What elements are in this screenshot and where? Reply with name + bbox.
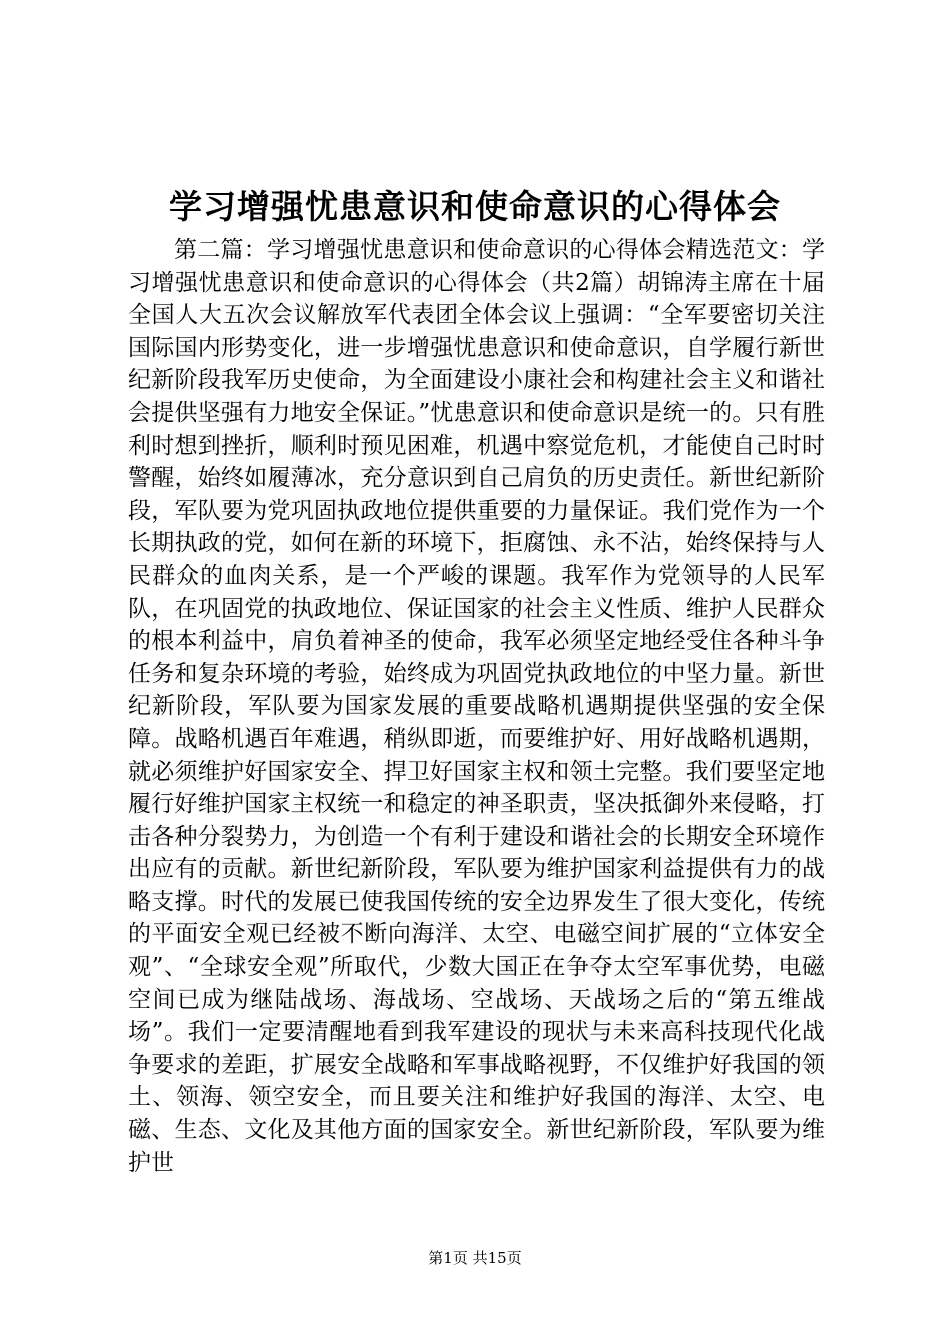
document-title: 学习增强忧患意识和使命意识的心得体会 [169,187,781,226]
page-number-footer: 第1页 共15页 [428,1249,522,1267]
document-body-paragraph: 第二篇：学习增强忧患意识和使命意识的心得体会精选范文：学习增强忧患意识和使命意识的心得体会（共2篇）胡锦涛主席在十届全国人大五次会议解放军代表团全体会议上强调：“全军要密切关注国际国内形势变化，进一步增强忧患意识和使命意识，自学履行新世纪新阶段我军历史使命，为全面建设小康社会和构建社会主义和谐社会提供坚强有力地安全保证。”忧患意识和使命意识是统一的。只有胜利时想到挫折，顺利时预见困难，机遇中察觉危机，才能使自己时时警醒，始终如履薄冰，充分意识到自己肩负的历史责任。新世纪新阶段，军队要为党巩固执政地位提供重要的力量保证。我们党作为一个长期执政的党，如何在新的环境下，拒腐蚀、永不沾，始终保持与人民群众的血肉关系，是一个严峻的课题。我军作为党领导的人民军队，在巩固党的执政地位、保证国家的社会主义性质、维护人民群众的根本利益中，肩负着神圣的使命，我军必须坚定地经受住各种斗争任务和复杂环境的考验，始终成为巩固党执政地位的中坚力量。新世纪新阶段，军队要为国家发展的重要战略机遇期提供坚强的安全保障。战略机遇百年难遇，稍纵即逝，而要维护好、用好战略机遇期，就必须维护好国家安全、捍卫好国家主权和领土完整。我们要坚定地履行好维护国家主权统一和稳定的神圣职责，坚决抵御外来侵略，打击各种分裂势力，为创造一个有利于建设和谐社会的长期安全环境作出应有的贡献。新世纪新阶段，军队要为维护国家利益提供有力的战略支撑。时代的发展已使我国传统的安全边界发生了很大变化，传统的平面安全观已经被不断向海洋、太空、电磁空间扩展的“立体安全观”、“全球安全观”所取代，少数大国正在争夺太空军事优势，电磁空间已成为继陆战场、海战场、空战场、天战场之后的“第五维战场”。我们一定要清醒地看到我军建设的现状与未来高科技现代化战争要求的差距，扩展安全战略和军事战略视野，不仅维护好我国的领土、领海、领空安全，而且要关注和维护好我国的海洋、太空、电磁、生态、文化及其他方面的国家安全。新世纪新阶段，军队要为维护世 [128,237,825,1176]
